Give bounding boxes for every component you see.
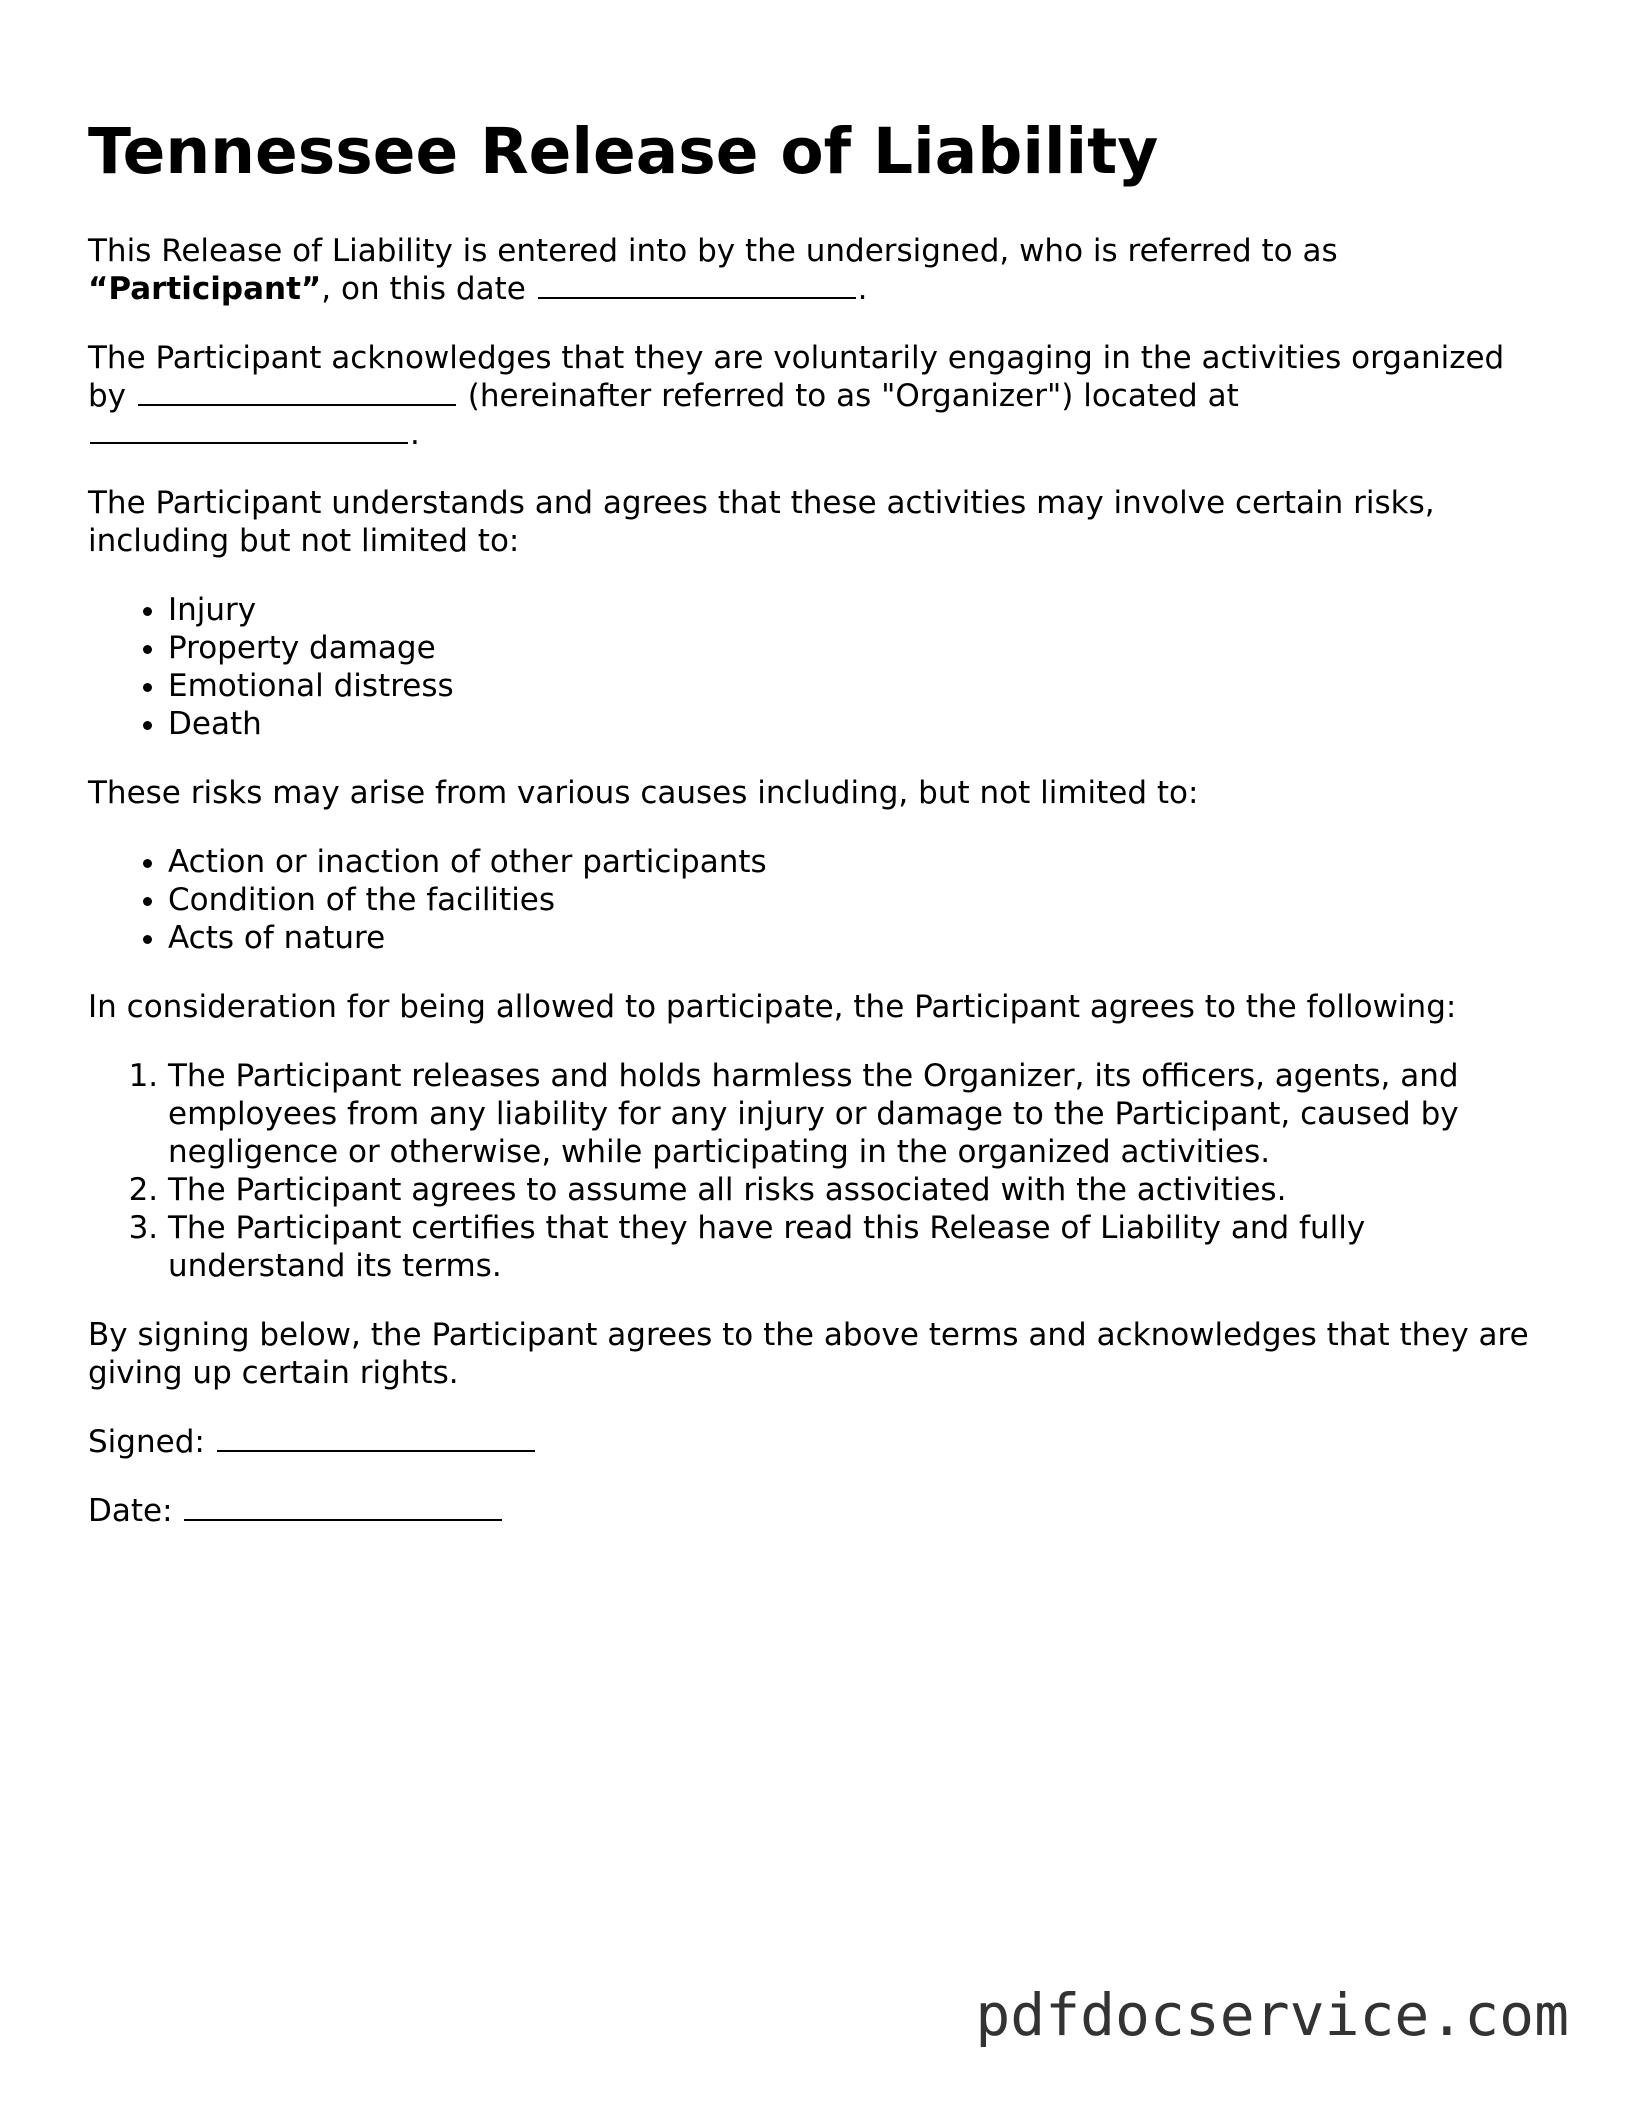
date-line (88, 1492, 1548, 1530)
term-item: 3. The Participant certifies that they have read this Release of Liability and fully understand its terms. (168, 1209, 1548, 1285)
closing-paragraph: By signing below, the Participant agrees to the above terms and acknowledges that they are giving up certain rights. (88, 1317, 1529, 1391)
risk-item: • Emotional distress (168, 667, 1548, 705)
signature-blank-line[interactable] (217, 1424, 535, 1452)
risk-item: • Death (168, 705, 1548, 743)
acknowledgement-paragraph (88, 339, 1548, 453)
cause-item: • Acts of nature (168, 919, 1548, 957)
cause-item: • Action or inaction of other participants (168, 843, 1548, 881)
risks-intro: The Participant understands and agrees that these activities may involve certain risks, including but not limited to: (88, 485, 1435, 559)
participant-term: “Participant” (88, 271, 322, 307)
acknowledgement-text-before: The Participant acknowledges that they are voluntarily engaging in the activities organized by (88, 340, 1505, 414)
location-blank-line[interactable] (90, 416, 408, 444)
document-body (88, 232, 1548, 1561)
intro-paragraph (88, 232, 1548, 308)
signed-line (88, 1423, 1548, 1461)
document-title: Tennessee Release of Liability (88, 115, 1159, 188)
term-item: 2. The Participant agrees to assume all risks associated with the activities. (168, 1171, 1548, 1209)
risk-item: • Injury (168, 591, 1548, 629)
acknowledgement-text-after: . (410, 416, 420, 452)
causes-intro: These risks may arise from various causes including, but not limited to: (88, 775, 1199, 811)
watermark-text: pdfdocservice.com (975, 1981, 1569, 2049)
date-blank-line[interactable] (538, 271, 856, 299)
intro-text-after: . (857, 271, 868, 307)
acknowledgement-text-middle: (hereinafter referred to as "Organizer") located at (467, 378, 1239, 414)
consideration-intro: In consideration for being allowed to participate, the Participant agrees to the following: (88, 989, 1457, 1025)
intro-text-middle: , on this date (321, 271, 526, 307)
signed-label: Signed: (88, 1424, 205, 1460)
risk-item: • Property damage (168, 629, 1548, 667)
cause-item: • Condition of the facilities (168, 881, 1548, 919)
organizer-blank-line[interactable] (138, 378, 456, 406)
date-label: Date: (88, 1493, 173, 1529)
terms-list (88, 1057, 1548, 1285)
causes-list (88, 843, 1548, 957)
signature-date-blank-line[interactable] (184, 1493, 502, 1521)
risks-list (88, 591, 1548, 743)
term-item: 1. The Participant releases and holds harmless the Organizer, its officers, agents, and employees from any liability for any injury or damage to the Participant, caused by negligence or otherwise, while participating in the organized activities. (168, 1057, 1548, 1171)
intro-text-before: This Release of Liability is entered into by the undersigned, who is referred to as (88, 233, 1338, 269)
